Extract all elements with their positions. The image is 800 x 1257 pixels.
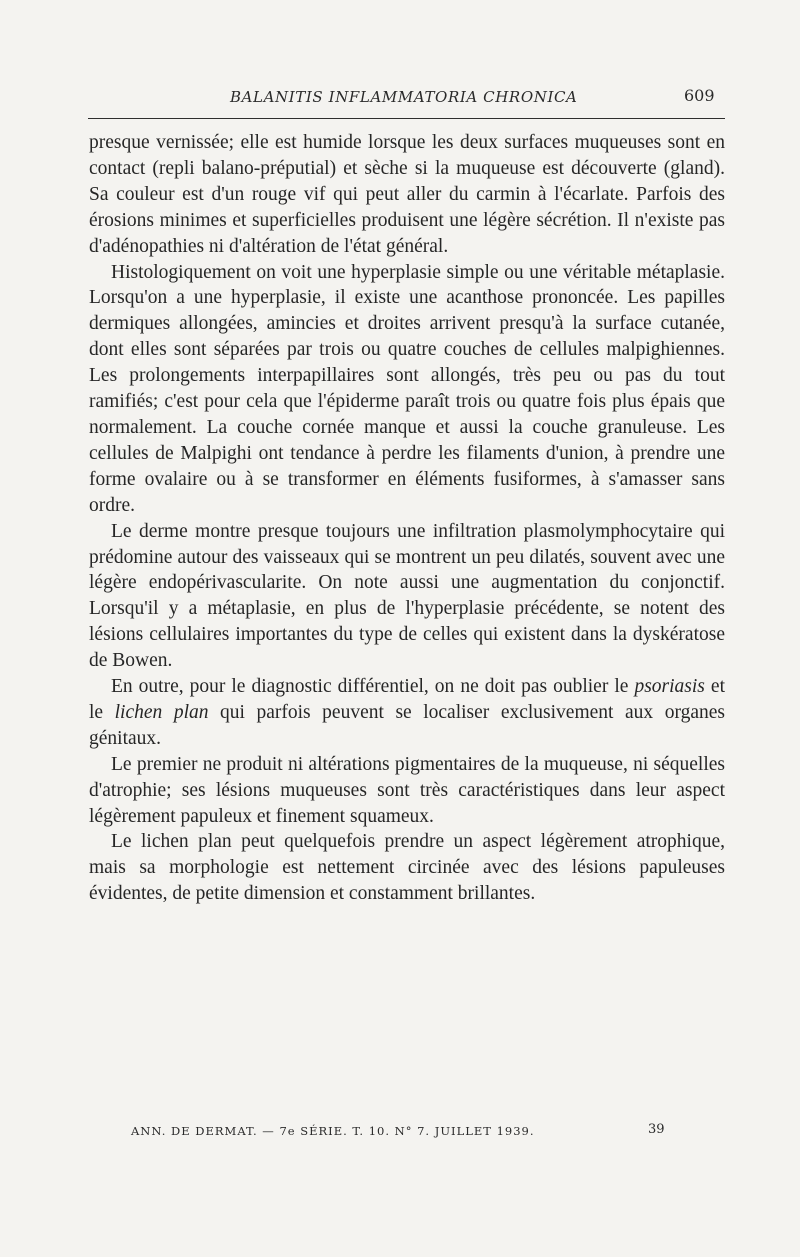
- paragraph-6: Le lichen plan peut quelquefois prendre un aspect légèrement atrophique, mais sa morphologie est nettement circinée avec des lésions papuleuses évidentes, de petite dimension et constamment brillantes.: [89, 831, 725, 905]
- term-psoriasis: psoriasis: [634, 676, 705, 698]
- paragraph-5: Le premier ne produit ni altérations pigmentaires de la muqueuse, ni séquelles d'atrophie; ses lésions muqueuses sont très caractéristiques dans leur aspect légèrement papuleux et finement squameux.: [89, 753, 725, 827]
- page-number: 609: [684, 86, 715, 105]
- paragraph-2: Histologiquement on voit une hyperplasie simple ou une véritable métaplasie. Lorsqu'on a une hyperplasie, il existe une acanthose prononcée. Les papilles dermiques allongées, amincies et droites arrivent presqu'à la surface cutanée, dont elles sont séparées par trois ou quatre couches de cellules malpighiennes. Les prolongements interpapillaires sont allongés, très peu ou pas du tout ramifiés; c'est pour cela que l'épiderme paraît trois ou quatre fois plus épais que normalement. La couche cornée manque et aussi la couche granuleuse. Les cellules de Malpighi ont tendance à perdre les filaments d'union, à prendre une forme ovalaire ou à se transformer en éléments fusiformes, à s'amasser sans ordre.: [89, 261, 725, 516]
- signature-number: 39: [648, 1122, 665, 1137]
- paragraph-4-text-c: qui parfois peuvent se localiser exclusivement aux organes génitaux.: [89, 701, 725, 749]
- paragraph-4: [89, 674, 725, 752]
- paragraph-4-text-a: En outre, pour le diagnostic différentiel, on ne doit pas oublier le: [111, 676, 635, 698]
- article-body: [89, 130, 725, 907]
- header-rule: [88, 118, 725, 119]
- footer-citation: ANN. DE DERMAT. — 7e SÉRIE. T. 10. N° 7. JUILLET 1939.: [131, 1124, 535, 1138]
- running-title: BALANITIS INFLAMMATORIA CHRONICA: [230, 88, 578, 106]
- term-lichen-plan: lichen plan: [114, 701, 209, 723]
- paragraph-3: Le derme montre presque toujours une infiltration plasmolymphocytaire qui prédomine autour des vaisseaux qui se montrent un peu dilatés, souvent avec une légère endopérivascularite. On note aussi une augmentation du conjonctif. Lorsqu'il y a métaplasie, en plus de l'hyperplasie précédente, se notent des lésions cellulaires importantes du type de celles qui existent dans la dyskératose de Bowen.: [89, 520, 725, 672]
- paragraph-1: presque vernissée; elle est humide lorsque les deux surfaces muqueuses sont en contact (repli balano-préputial) et sèche si la muqueuse est découverte (gland). Sa couleur est d'un rouge vif qui peut aller du carmin à l'écarlate. Parfois des érosions minimes et superficielles produisent une légère sécrétion. Il n'existe pas d'adénopathies ni d'altération de l'état général.: [89, 132, 725, 257]
- paragraph-4-text-b: et le: [89, 676, 725, 723]
